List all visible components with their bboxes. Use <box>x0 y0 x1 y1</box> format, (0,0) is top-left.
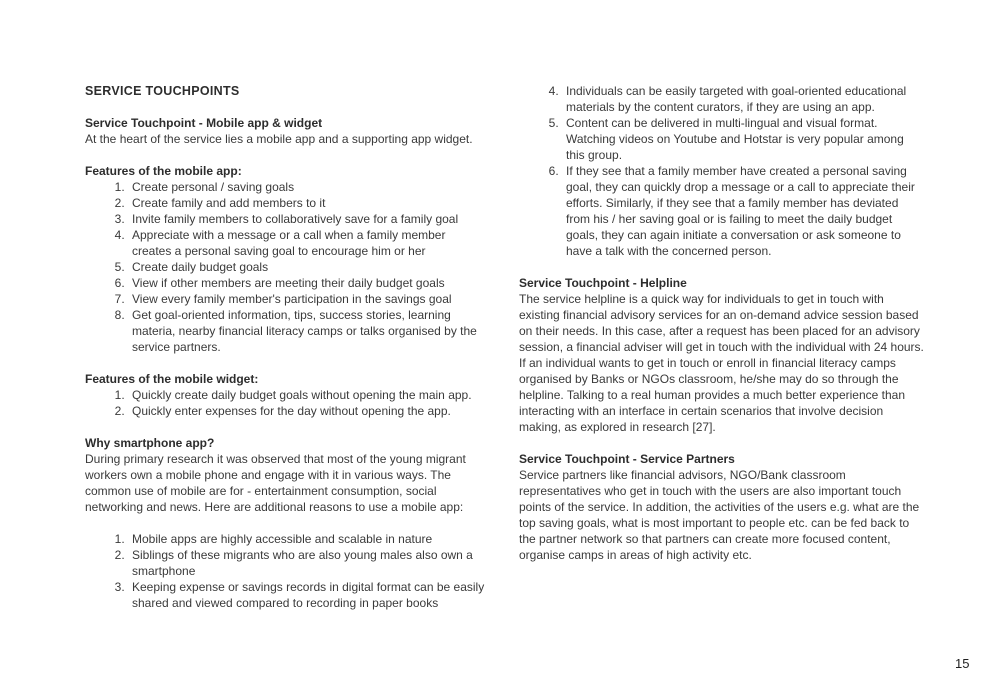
paragraph-why-smartphone: During primary research it was observed that most of the young migrant workers own a mobile phone and engage with it in various ways. The common use of mobile are for - entertainment consumption, social networking and news. Here are additional reasons to use a mobile app: <box>85 452 466 514</box>
list-item: 3. Invite family members to collaboratively save for a family goal <box>128 211 485 227</box>
list-item: 2. Create family and add members to it <box>128 195 485 211</box>
heading-why-smartphone-app: Why smartphone app? <box>85 436 215 450</box>
paragraph-helpline: The service helpline is a quick way for individuals to get in touch with existing financial advisory services for an on-demand advice session based on their needs. In this case, after a request has been placed for an advisory session, a financial adviser will get in touch with the individual with 24 hours. If an individual wants to get in touch or enroll in financial literacy camps organised by Banks or NGOs classroom, he/she may do so through the helpline. Talking to a real human provides a much better experience than interacting with an interface in certain scenarios that involve decision making, as explored in research [27]. <box>519 292 924 434</box>
list-item: 2. Quickly enter expenses for the day without opening the app. <box>128 403 485 419</box>
list-item: 7. View every family member's participation in the savings goal <box>128 291 485 307</box>
smartphone-reasons-list <box>85 531 485 611</box>
heading-service-partners: Service Touchpoint - Service Partners <box>519 452 735 466</box>
list-item: 4. Appreciate with a message or a call when a family member creates a personal saving goal to encourage him or her <box>128 227 485 259</box>
list-item: 1. Create personal / saving goals <box>128 179 485 195</box>
paragraph-service-partners: Service partners like financial advisors, NGO/Bank classroom representatives who get in touch with the users are also important touch points of the service. In addition, the activities of the users e.g. what are the top saving goals, what is most important to people etc. can be fed back to the partner network so that partners can create more focused content, organise camps in areas of high activity etc. <box>519 468 920 562</box>
heading-features-mobile-widget: Features of the mobile widget: <box>85 372 259 386</box>
list-item: 5. Content can be delivered in multi-lingual and visual format. Watching videos on Youtube and Hotstar is very popular among this group. <box>562 115 925 163</box>
list-item: 3. Keeping expense or savings records in digital format can be easily shared and viewed compared to recording in paper books <box>128 579 485 611</box>
mobile-app-features-list <box>85 179 485 355</box>
list-item: 1. Quickly create daily budget goals without opening the main app. <box>128 387 485 403</box>
mobile-widget-features-list <box>85 387 485 419</box>
list-item: 6. View if other members are meeting their daily budget goals <box>128 275 485 291</box>
list-item: 6. If they see that a family member have created a personal saving goal, they can quickly drop a message or a call to appreciate their efforts. Similarly, if they see that a family member has deviated from his / her saving goal or is failing to meet the daily budget goals, they can again initiate a conversation or ask someone to have a talk with the concerned person. <box>562 163 925 259</box>
list-item: 8. Get goal-oriented information, tips, success stories, learning materia, nearby financial literacy camps or talks organised by the service partners. <box>128 307 485 355</box>
heading-helpline: Service Touchpoint - Helpline <box>519 276 687 290</box>
list-item: 4. Individuals can be easily targeted with goal-oriented educational materials by the content curators, if they are using an app. <box>562 83 925 115</box>
paragraph-mobile-app-intro: At the heart of the service lies a mobile app and a supporting app widget. <box>85 132 473 146</box>
list-item: 2. Siblings of these migrants who are also young males also own a smartphone <box>128 547 485 579</box>
right-column <box>519 83 925 579</box>
page-number: 15 <box>955 656 970 671</box>
list-item: 1. Mobile apps are highly accessible and scalable in nature <box>128 531 485 547</box>
page-title: SERVICE TOUCHPOINTS <box>85 84 240 98</box>
list-item: 5. Create daily budget goals <box>128 259 485 275</box>
heading-features-mobile-app: Features of the mobile app: <box>85 164 242 178</box>
heading-mobile-app-widget: Service Touchpoint - Mobile app & widget <box>85 116 323 130</box>
smartphone-reasons-list-continued <box>519 83 925 259</box>
left-column <box>85 83 485 627</box>
